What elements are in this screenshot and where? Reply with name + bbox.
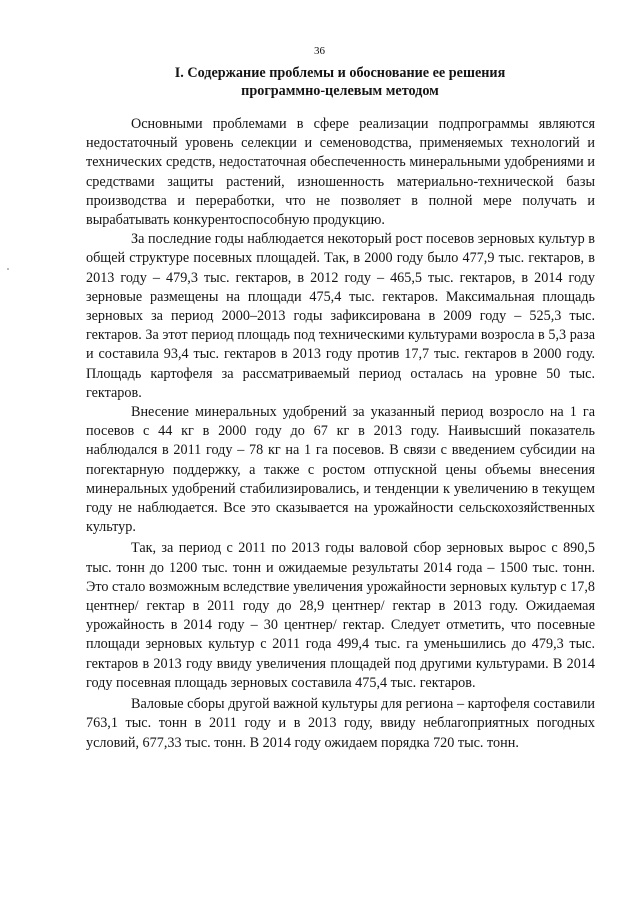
paragraph-potato-harvest: Валовые сборы другой важной культуры для региона – картофеля составили 763,1 тыс. тонн в 2011 году и в 2013 году, ввиду неблагоприятных погодных условий, 677,33 тыс. тонн. В 2014 году ожидаем порядка 720 тыс. тонн. [86,696,595,751]
paragraph-grain-harvest: Так, за период с 2011 по 2013 годы валовой сбор зерновых вырос с 890,5 тыс. тонн до 1200 тыс. тонн и ожидаемые результаты 2014 года – 1500 тыс. тонн. Это стало возможным вследствие увеличения урожайности зерновых культур с 17,8 центнер/ гектар в 2011 году до 28,9 центнер/ гектар в 2013 году. Ожидаемая урожайность в 2014 году – 30 центнер/ гектар. Следует отметить, что посевные площади зерновых культур с 2011 года 499,4 тыс. га уменьшились до 479,3 тыс. гектаров в 2013 году ввиду увеличения площадей под другими культурами. В 2014 году посевная площадь зерновых составила 475,4 тыс. гектаров. [86,540,595,691]
section-title-line-1: I. Содержание проблемы и обоснование ее решения [174,65,506,81]
scan-artifact [7,268,9,270]
paragraph-grain-areas: За последние годы наблюдается некоторый рост посевов зерновых культур в общей структуре посевных площадей. Так, в 2000 году было 477,9 тыс. гектаров, в 2013 году – 479,3 тыс. гектаров, в 2012 году – 465,5 тыс. гектаров, в 2014 году зерновые размещены на площади 475,4 тыс. гектаров. Максимальная площадь зерновых за период 2000–2013 годы зафиксирована в 2009 году – 525,3 тыс. гектаров. За этот период площадь под техническими культурами возросла в 5,3 раза и составила 93,4 тыс. гектаров в 2013 году против 17,7 тыс. гектаров в 2000 году. Площадь картофеля за рассматриваемый период осталась на уровне 50 тыс. гектаров. [86,231,595,401]
page-number: 36 [314,45,325,57]
paragraph-problems: Основными проблемами в сфере реализации подпрограммы являются недостаточный уровень селекции и семеноводства, применяемых технологий и технических средств, недостаточная обеспеченность минеральными удобрениями и средствами защиты растений, изношенность материально-технической базы производства и переработки, что не позволяет в полной мере получать и вырабатывать конкурентоспособную продукцию. [86,116,595,229]
body-text [86,115,595,753]
section-title-line-2: программно-целевым методом [241,83,439,99]
section-title [80,64,600,100]
paragraph-fertilizers: Внесение минеральных удобрений за указанный период возросло на 1 га посевов с 44 кг в 2000 году до 67 кг в 2013 году. Наивысший показатель наблюдался в 2011 году – 78 кг на 1 га посевов. В связи с введением субсидии на погектарную поддержку, а также с ростом отпускной цены объемы внесения минеральных удобрений стабилизировались, и тенденции к увеличению в текущем году не наблюдается. Все это сказывается на урожайности сельскохозяйственных культур. [86,404,595,536]
